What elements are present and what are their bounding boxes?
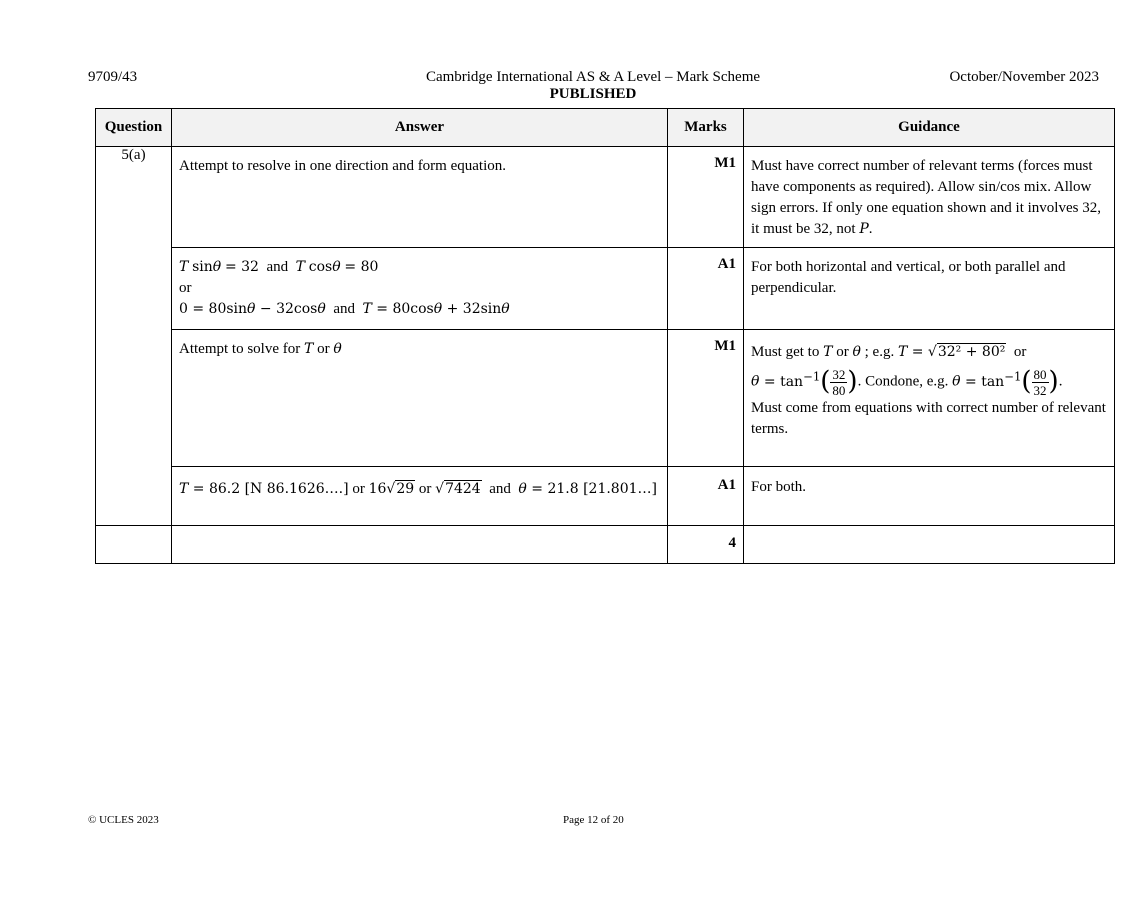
empty-cell <box>744 526 1115 564</box>
table-row <box>96 467 1115 526</box>
answer-cell <box>172 248 668 330</box>
table-row <box>96 248 1115 330</box>
guidance-text: For both. <box>751 479 807 495</box>
table-row <box>96 330 1115 467</box>
column-header-marks: Marks <box>668 109 744 147</box>
published-label: PUBLISHED <box>549 86 637 102</box>
marks-cell <box>668 467 744 526</box>
answer-final: T = 86.2 [N 86.1626….] or 16√29 or √7424 and θ = 21.8 [21.801…] <box>179 481 657 497</box>
answer-equations: T sinθ = 32 and T cosθ = 80 or 0 = 80sinθ − 32cosθ and T = 80cosθ + 32sinθ <box>172 248 667 326</box>
guidance-cell <box>744 248 1115 330</box>
guidance-cell <box>744 330 1115 467</box>
mark-code: A1 <box>717 477 736 493</box>
column-header-question: Question <box>96 109 172 147</box>
copyright: © UCLES 2023 <box>88 814 159 826</box>
mark-code: A1 <box>717 256 736 272</box>
empty-cell <box>172 526 668 564</box>
answer-cell <box>172 147 668 248</box>
answer-text: Attempt to solve for T or θ <box>179 341 342 357</box>
mark-code: M1 <box>714 338 736 354</box>
mark-code: M1 <box>714 155 736 171</box>
marks-cell <box>668 330 744 467</box>
guidance-cell <box>744 467 1115 526</box>
mark-scheme-table <box>95 108 1115 564</box>
page-number: Page 12 of 20 <box>563 814 624 826</box>
exam-session: October/November 2023 <box>949 69 1099 85</box>
answer-text: Attempt to resolve in one direction and form equation. <box>179 158 506 174</box>
guidance-text: Must have correct number of relevant terms (forces must have components as required). Allow sin/cos mix. Allow sign errors. If only one equation shown and it involves 32, it must be 32, not P. <box>751 158 1101 237</box>
answer-cell <box>172 330 668 467</box>
table-header-row <box>96 109 1115 147</box>
guidance-text: For both horizontal and vertical, or both parallel and perpendicular. <box>751 259 1066 296</box>
marks-cell <box>668 147 744 248</box>
total-marks-cell <box>668 526 744 564</box>
document-title: Cambridge International AS & A Level – Mark Scheme <box>425 69 761 85</box>
guidance-text: Must get to T or θ ; e.g. T = √32² + 80² or $\theta = \tan^{-1}$( $\frac{32}{80}$ ). Condone, e.g. $\theta = \tan^{-1}$( $\frac{80}{32}$ ). Must come from equations with correct number of relevant terms. <box>751 344 1106 437</box>
paper-code: 9709/43 <box>88 69 138 85</box>
column-header-answer: Answer <box>172 109 668 147</box>
table-row <box>96 147 1115 248</box>
guidance-cell <box>744 147 1115 248</box>
total-row <box>96 526 1115 564</box>
marks-cell <box>668 248 744 330</box>
question-number: 5(a) <box>96 147 172 526</box>
total-marks: 4 <box>728 535 736 551</box>
document-title-block <box>300 69 886 103</box>
empty-cell <box>96 526 172 564</box>
answer-cell <box>172 467 668 526</box>
or-label: or <box>179 280 192 296</box>
column-header-guidance: Guidance <box>744 109 1115 147</box>
